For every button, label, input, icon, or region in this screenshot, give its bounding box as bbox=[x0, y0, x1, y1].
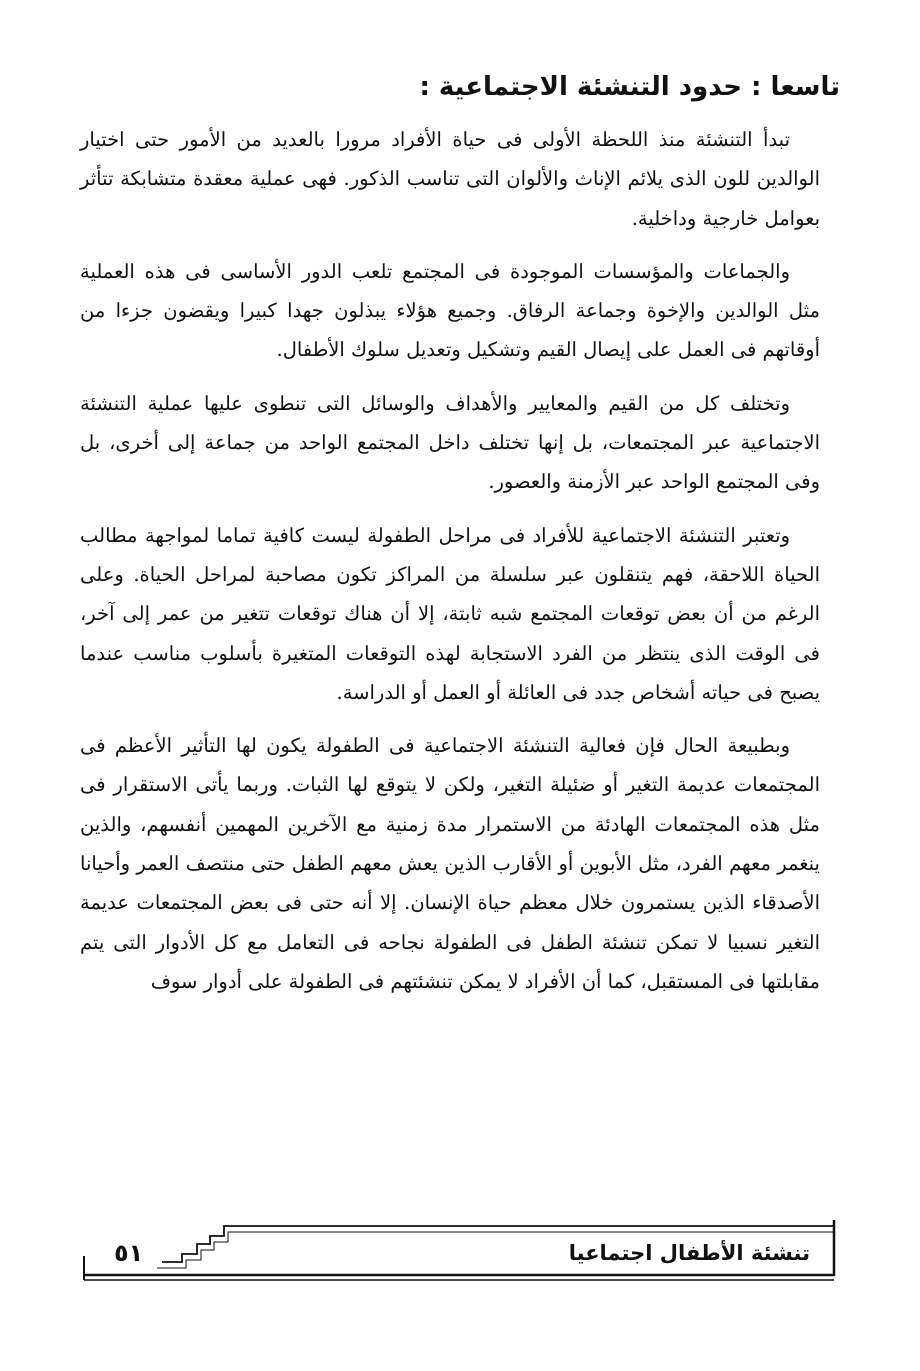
body-text bbox=[80, 120, 820, 1015]
paragraph: والجماعات والمؤسسات الموجودة فى المجتمع تلعب الدور الأساسى فى هذه العملية مثل الوالدين والإخوة وجماعة الرفاق. وجميع هؤلاء يبذلون جهدا كبيرا ويقضون جزءا من أوقاتهم فى العمل على إيصال القيم وتشكيل وتعديل سلوك الأطفال. bbox=[80, 259, 820, 362]
paragraph: وتختلف كل من القيم والمعايير والأهداف والوسائل التى تنطوى عليها عملية التنشئة الاجتماعية عبر المجتمعات، بل إنها تختلف داخل المجتمع الواحد من جماعة إلى أخرى، بل وفى المجتمع الواحد عبر الأزمنة والعصور. bbox=[80, 391, 820, 494]
footer-book-title: تنشئة الأطفال اجتماعيا bbox=[568, 1241, 810, 1265]
paragraph: وبطبيعة الحال فإن فعالية التنشئة الاجتماعية فى الطفولة يكون لها التأثير الأعظم فى المجتمعات عديمة التغير أو ضئيلة التغير، ولكن لا يتوقع لها الثبات. وربما يأتى الاستقرار فى مثل هذه المجتمعات الهادئة من الاستمرار مدة زمنية مع الآخرين المهمين أنفسهم، والذين ينغمر معهم الفرد، مثل الأبوين أو الأقارب الذين يعش معهم الطفل حتى منتصف العمر وأحيانا الأصدقاء الذين يستمرون خلال معظم حياة الإنسان. إلا أنه حتى فى بعض المجتمعات عديمة التغير نسبيا لا تمكن تنشئة الطفل فى الطفولة نجاحه فى التعامل مع كل الأدوار التى يتم مقابلتها فى المستقبل، كما أن الأفراد لا يمكن تنشئتهم فى الطفولة على أدوار سوف bbox=[80, 734, 820, 993]
page-number: ٥١ bbox=[114, 1239, 144, 1267]
page-footer bbox=[82, 1218, 840, 1284]
paragraph: تبدأ التنشئة منذ اللحظة الأولى فى حياة الأفراد مرورا بالعديد من الأمور حتى اختيار الوالدين للون الذى يلائم الإناث والألوان التى تناسب الذكور. فهى عملية معقدة متشابكة تتأثر بعوامل خارجية وداخلية. bbox=[80, 128, 820, 230]
paragraph: وتعتبر التنشئة الاجتماعية للأفراد فى مراحل الطفولة ليست كافية تماما لمواجهة مطالب الحياة اللاحقة، فهم يتنقلون عبر سلسلة من المراكز تكون مصاحبة لمراحل الحياة. وعلى الرغم من أن بعض توقعات المجتمع شبه ثابتة، إلا أن هناك توقعات تتغير من عمر إلى آخر، فى الوقت الذى ينتظر من الفرد الاستجابة لهذه التوقعات المتغيرة بأسلوب مناسب عندما يصبح فى حياته أشخاص جدد فى العائلة أو العمل أو الدراسة. bbox=[80, 523, 820, 704]
section-heading: تاسعا : حدود التنشئة الاجتماعية : bbox=[419, 72, 840, 102]
